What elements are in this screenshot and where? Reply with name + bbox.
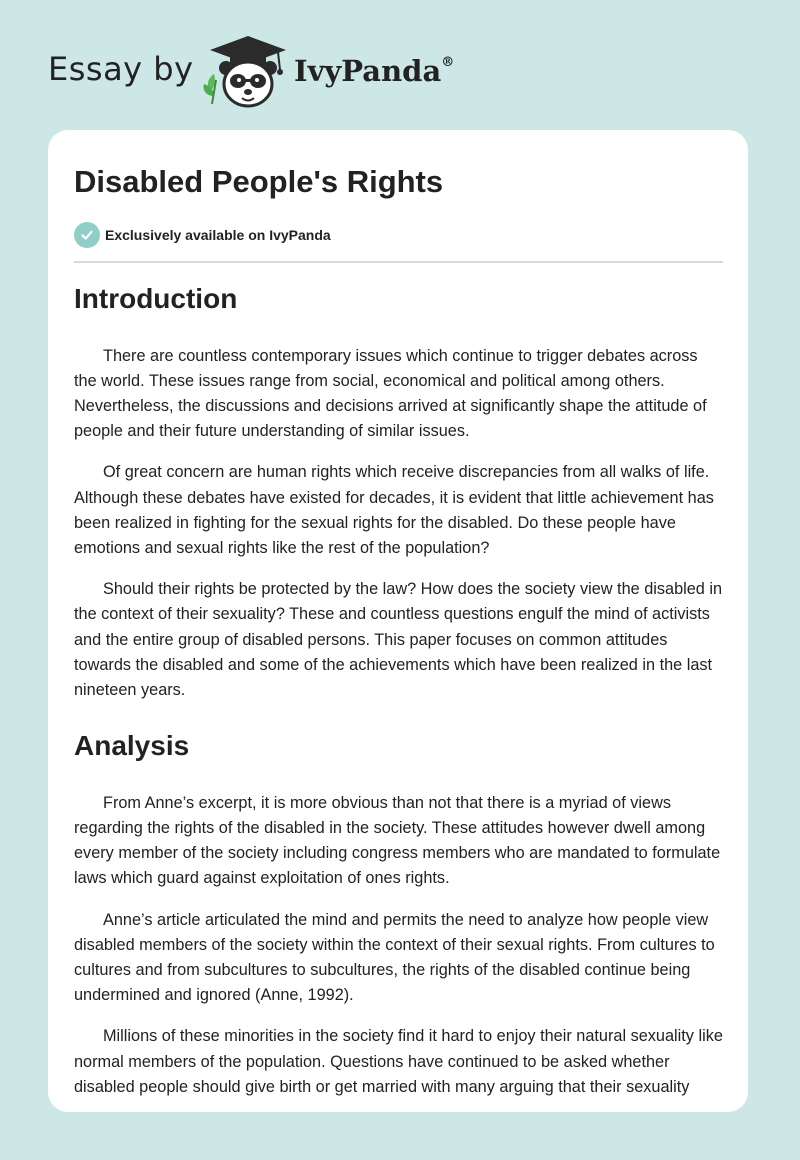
paragraph: Should their rights be protected by the law? How does the society view the disabled in the context of their sexuality? These and countless questions engulf the mind of activists and the entire group of disabled persons. This paper focuses on common attitudes towards the disabled and some of the achievements which have been realized in the last nineteen years. <box>74 580 723 700</box>
brand-name[interactable] <box>294 54 454 88</box>
paragraph: From Anne’s excerpt, it is more obvious than not that there is a myriad of views regarding the rights of the disabled in the society. These attitudes however dwell among every member of the society including congress members who are mandated to formulate laws which guard against exploitation of ones rights. <box>74 793 721 888</box>
check-circle-icon <box>74 222 100 248</box>
page-title: Disabled People's Rights <box>74 164 444 199</box>
section-heading-introduction: Introduction <box>74 283 238 314</box>
essay-by-label: Essay by <box>48 50 194 88</box>
site-header <box>48 34 648 114</box>
essay-card <box>48 130 748 1112</box>
paragraph: Anne’s article articulated the mind and permits the need to analyze how people view disabled members of the society within the context of their sexual rights. From cultures to cultures and from subcultures to subcultures, the rights of the disabled continue being undermined and ignored (Anne, 1992). <box>74 910 715 1005</box>
panda-graduation-cap-icon[interactable] <box>200 34 292 110</box>
title-divider <box>74 261 723 263</box>
essay-body <box>74 282 724 1112</box>
paragraph: Millions of these minorities in the society find it hard to enjoy their natural sexuality like normal members of the population. Questions have continued to be asked whether disabled people should give birth or get married with many arguing that their sexuality <box>74 1027 723 1096</box>
section-heading-analysis: Analysis <box>74 730 190 762</box>
paragraph: Of great concern are human rights which receive discrepancies from all walks of life. Although these debates have existed for decades, it is evident that little achievement has been realized in fighting for the sexual rights for the disabled. Do these people have emotions and sexual rights like the rest of the population? <box>74 463 714 558</box>
registered-mark: ® <box>441 55 455 71</box>
paragraph: There are countless contemporary issues which continue to trigger debates across the world. These issues range from social, economical and political among others. Nevertheless, the discussions and decisions arrived at significantly shape the attitude of people and their future understanding of similar issues. <box>74 346 707 441</box>
brand-text: IvyPanda <box>294 54 442 88</box>
exclusive-badge-label: Exclusively available on IvyPanda <box>105 227 331 243</box>
exclusive-badge <box>74 222 331 248</box>
